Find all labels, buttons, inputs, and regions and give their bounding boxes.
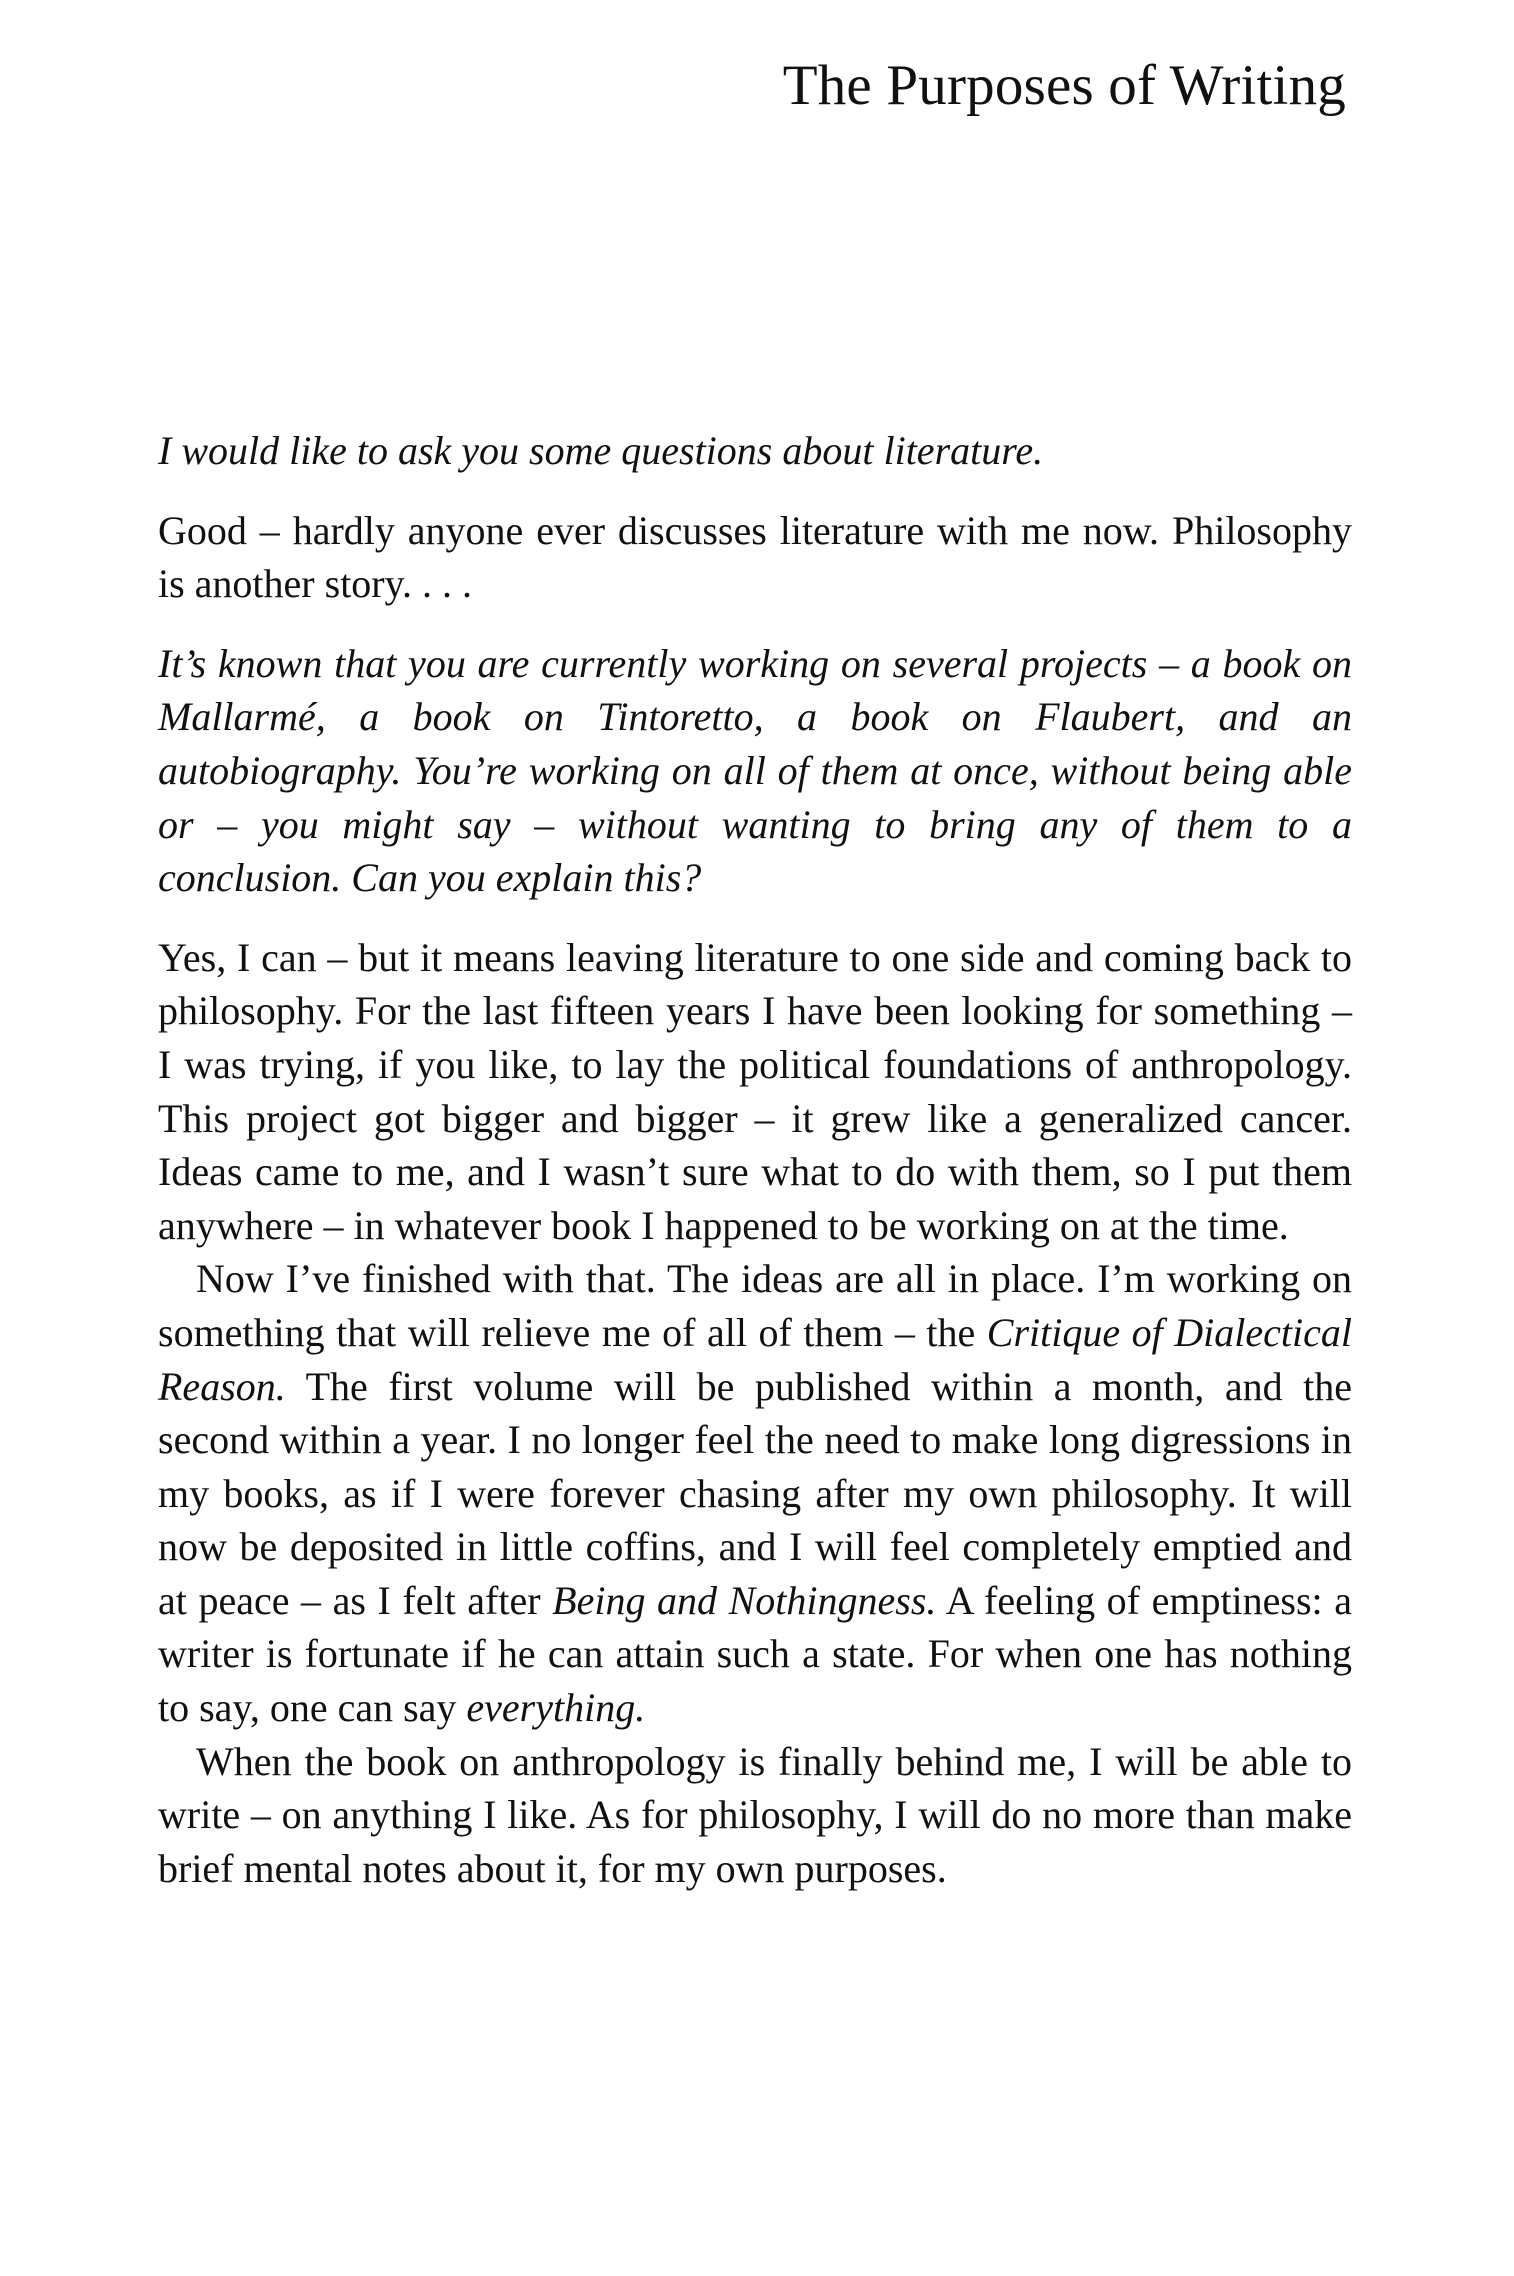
emphasis-everything: everything. bbox=[466, 1685, 646, 1731]
book-title-being-and-nothingness: Being and Nothingness. bbox=[552, 1577, 937, 1623]
answer-2-paragraph-2 bbox=[158, 1252, 1352, 1734]
question-1: I would like to ask you some questions about literature. bbox=[158, 428, 1044, 473]
interview-text bbox=[158, 424, 1352, 1895]
answer-1: Good – hardly anyone ever discusses literature with me now. Philosophy is another story. . . . bbox=[158, 507, 1352, 607]
question-2: It’s known that you are currently working on several projects – a book on Mallarmé, a book on Tintoretto, a book on Flaubert, and an autobiography. You’re working on all of them at once, without being able or – you might say – without wanting to bring any of them to a conclusion. Can you explain this? bbox=[158, 640, 1352, 901]
running-title: The Purposes of Writing bbox=[782, 54, 1346, 117]
book-title-critique: Critique of Dialectical Reason. bbox=[158, 1309, 1352, 1409]
paragraph-text: Now I’ve finished with that. The ideas are all in place. I’m working on something that will relieve me of all of them – the bbox=[158, 1256, 1352, 1355]
paragraph-text: A feeling of emptiness: a writer is fortunate if he can attain such a state. For when one has nothing to say, one can say bbox=[158, 1577, 1352, 1731]
answer-2-paragraph-1: Yes, I can – but it means leaving literature to one side and coming back to philosophy. For the last fifteen years I have been looking for something – I was trying, if you like, to lay the political foundations of anthropology. This project got bigger and bigger – it grew like a generalized cancer. Ideas came to me, and I wasn’t sure what to do with them, so I put them anywhere – in whatever book I happened to be working on at the time. bbox=[158, 934, 1352, 1248]
answer-2-paragraph-3: When the book on anthropology is finally behind me, I will be able to write – on anything I like. As for philosophy, I will do no more than make brief mental notes about it, for my own purposes. bbox=[158, 1738, 1352, 1891]
paragraph-text: The first volume will be published within a month, and the second within a year. I no longer feel the need to make long digressions in my books, as if I were forever chasing after my own philosophy. It will now be deposited in little coffins, and I will feel completely emptied and at peace – as I felt after bbox=[158, 1363, 1352, 1623]
